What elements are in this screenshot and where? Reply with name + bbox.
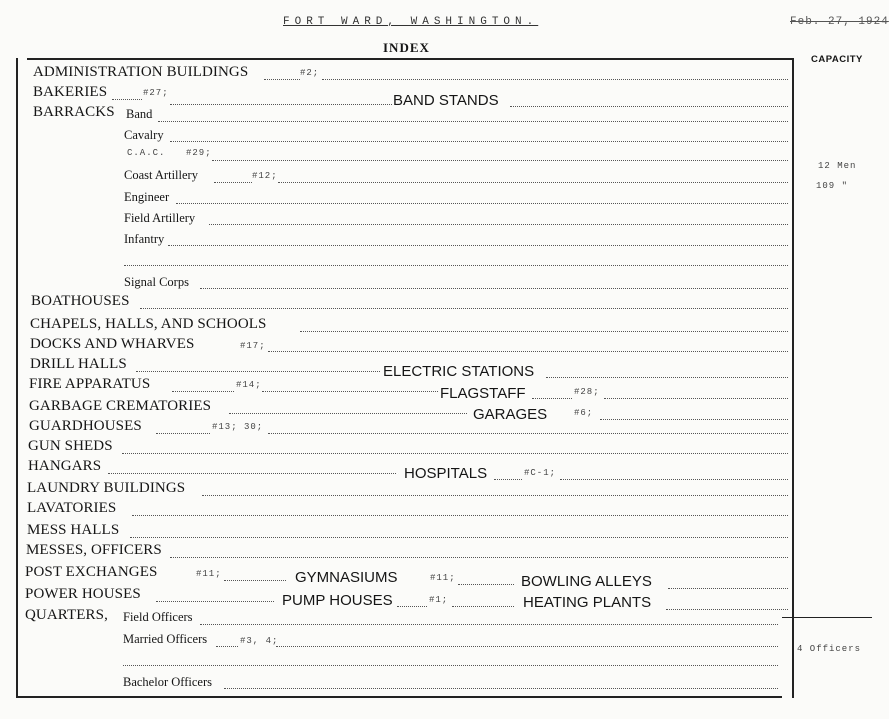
leader-dots <box>224 580 286 581</box>
leader-dots <box>268 433 788 434</box>
leader-dots <box>510 106 788 107</box>
leader-dots <box>112 99 142 100</box>
leader-dots <box>132 515 788 516</box>
entry-post-exchanges: POST EXCHANGES <box>25 564 158 580</box>
entry-bakeries: BAKERIES <box>33 84 108 100</box>
entry-drill-halls: DRILL HALLS <box>30 356 127 372</box>
entry-administration-buildings: ADMINISTRATION BUILDINGS <box>33 64 249 80</box>
building-number: #6; <box>574 408 594 418</box>
leader-dots <box>264 79 300 80</box>
leader-dots <box>170 104 392 105</box>
building-number: #28; <box>574 387 600 397</box>
leader-dots <box>136 371 380 372</box>
leader-dots <box>156 433 210 434</box>
building-number: #17; <box>240 341 266 351</box>
entry-gun-sheds: GUN SHEDS <box>28 438 113 454</box>
entry-gymnasiums: GYMNASIUMS <box>295 569 398 586</box>
capacity-married-officers: 4 Officers <box>797 644 862 654</box>
leader-dots <box>276 646 778 647</box>
leader-dots <box>458 584 514 585</box>
leader-dots <box>224 688 778 689</box>
frame-top-border <box>27 58 794 60</box>
entry-quarters: QUARTERS, <box>25 607 108 623</box>
entry-cac: C.A.C. <box>127 148 166 158</box>
entry-garages: GARAGES <box>473 406 548 423</box>
building-number: #12; <box>252 171 278 181</box>
entry-flagstaff: FLAGSTAFF <box>440 385 526 402</box>
entry-married-officers: Married Officers <box>123 632 208 646</box>
leader-dots <box>532 398 572 399</box>
entry-cavalry: Cavalry <box>124 128 164 142</box>
entry-chapels-halls-schools: CHAPELS, HALLS, AND SCHOOLS <box>30 316 267 332</box>
leader-dots <box>322 79 788 80</box>
entry-messes-officers: MESSES, OFFICERS <box>26 542 162 558</box>
index-heading: INDEX <box>383 40 430 55</box>
entry-engineer: Engineer <box>124 190 170 204</box>
entry-coast-artillery: Coast Artillery <box>124 168 198 182</box>
frame-bottom-border <box>16 696 782 698</box>
entry-electric-stations: ELECTRIC STATIONS <box>383 363 535 380</box>
entry-hospitals: HOSPITALS <box>404 465 488 482</box>
capacity-coast-artillery: 12 Men <box>818 161 857 171</box>
leader-dots <box>140 308 788 309</box>
entry-lavatories: LAVATORIES <box>27 500 117 516</box>
entry-laundry-buildings: LAUNDRY BUILDINGS <box>27 480 186 496</box>
entry-heating-plants: HEATING PLANTS <box>523 594 652 611</box>
building-number: #11; <box>430 573 456 583</box>
entry-guardhouses: GUARDHOUSES <box>29 418 142 434</box>
leader-dots <box>124 265 788 266</box>
entry-garbage-crematories: GARBAGE CREMATORIES <box>29 398 212 414</box>
entry-bachelor-officers: Bachelor Officers <box>123 675 212 689</box>
leader-dots <box>158 121 788 122</box>
entry-mess-halls: MESS HALLS <box>27 522 120 538</box>
building-number: #13; 30; <box>212 422 264 432</box>
entry-barracks-band: Band <box>126 107 153 121</box>
leader-dots <box>168 245 788 246</box>
leader-dots <box>214 182 252 183</box>
building-number: #C-1; <box>524 468 557 478</box>
building-number: #29; <box>186 148 212 158</box>
entry-pump-houses: PUMP HOUSES <box>282 592 393 609</box>
entry-barracks: BARRACKS <box>33 104 115 120</box>
leader-dots <box>170 141 788 142</box>
entry-signal-corps: Signal Corps <box>124 275 189 289</box>
leader-dots <box>560 479 788 480</box>
entry-bowling-alleys: BOWLING ALLEYS <box>521 573 652 590</box>
leader-dots <box>200 288 788 289</box>
leader-dots <box>666 609 788 610</box>
leader-dots <box>130 537 788 538</box>
leader-dots <box>172 391 234 392</box>
leader-dots <box>209 224 788 225</box>
leader-dots <box>262 391 438 392</box>
leader-dots <box>452 606 514 607</box>
leader-dots <box>202 495 788 496</box>
leader-dots <box>200 624 778 625</box>
capacity-heading: CAPACITY <box>811 54 863 65</box>
leader-dots <box>546 377 788 378</box>
building-number: #27; <box>143 88 169 98</box>
leader-dots <box>123 665 778 666</box>
capacity-column-rule <box>782 617 872 618</box>
building-number: #1; <box>429 595 449 605</box>
date-stamp: Feb. 27, 1924 <box>790 16 889 28</box>
building-number: #14; <box>236 380 262 390</box>
entry-power-houses: POWER HOUSES <box>25 586 141 602</box>
leader-dots <box>122 453 788 454</box>
entry-hangars: HANGARS <box>28 458 102 474</box>
leader-dots <box>216 646 238 647</box>
building-number: #3, 4; <box>240 636 279 646</box>
entry-boathouses: BOATHOUSES <box>31 293 130 309</box>
leader-dots <box>300 331 788 332</box>
entry-docks-wharves: DOCKS AND WHARVES <box>30 336 195 352</box>
frame-right-border <box>792 58 794 698</box>
leader-dots <box>108 473 396 474</box>
leader-dots <box>229 413 467 414</box>
building-number: #11; <box>196 569 222 579</box>
leader-dots <box>604 398 788 399</box>
leader-dots <box>170 557 788 558</box>
page-title: FORT WARD, WASHINGTON. <box>283 16 539 28</box>
entry-infantry: Infantry <box>124 232 165 246</box>
entry-field-artillery: Field Artillery <box>124 211 196 225</box>
entry-field-officers: Field Officers <box>123 610 193 624</box>
capacity-engineer: 109 " <box>816 181 849 191</box>
frame-left-border <box>16 58 18 696</box>
leader-dots <box>397 606 427 607</box>
leader-dots <box>156 601 274 602</box>
leader-dots <box>176 203 788 204</box>
leader-dots <box>668 588 788 589</box>
entry-band-stands: BAND STANDS <box>393 92 499 109</box>
leader-dots <box>212 160 788 161</box>
building-number: #2; <box>300 68 320 78</box>
entry-fire-apparatus: FIRE APPARATUS <box>29 376 151 392</box>
leader-dots <box>494 479 522 480</box>
leader-dots <box>268 351 788 352</box>
leader-dots <box>600 419 788 420</box>
leader-dots <box>278 182 788 183</box>
